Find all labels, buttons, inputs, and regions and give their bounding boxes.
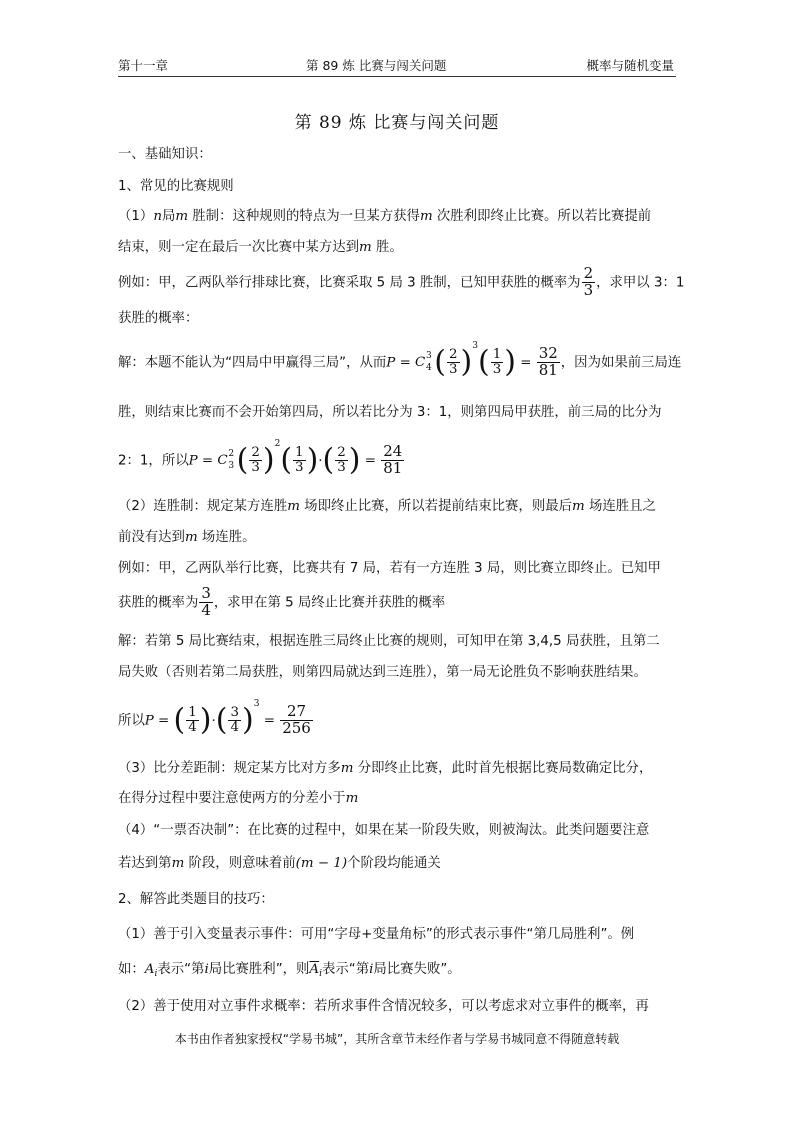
header-chapter: 第十一章 — [118, 58, 169, 73]
header-section: 第 89 炼 比赛与闯关问题 — [306, 58, 447, 73]
header-rule — [118, 76, 676, 77]
page-title: 第 89 炼 比赛与闯关问题 — [294, 113, 500, 133]
solution-line: 所以P = ( $\frac{1}{4}$ )·( $\frac{3}{4}$ )$^3$ = $\frac{27}{256}$ — [118, 699, 311, 738]
solution-line: 解：若第 5 局比赛结束，根据连胜三局终止比赛的规则，可知甲在第 3,4,5 局获胜，且第二 — [118, 634, 660, 649]
paragraph-line: （4）“一票否决制”：在比赛的过程中，如果在某一阶段失败，则被淘汰。此类问题要注意 — [118, 823, 650, 838]
example-line: 获胜的概率： — [118, 311, 199, 326]
paragraph-line: 若达到第m 阶段，则意味着前(m − 1)个阶段均能通关 — [118, 856, 441, 871]
paragraph-line: 如：$A_i$表示“第i局比赛胜利”，则$\overline{A}_i$表示“第i局比赛失败”。 — [118, 962, 461, 980]
paragraph-line: （3）比分差距制：规定某方比对方多m 分即终止比赛，此时首先根据比赛局数确定比分， — [118, 761, 653, 776]
solution-line: 2：1，所以P = C 2 3 ( $\frac{2}{3}$ )$^2$( $\frac{1}{3}$ )·( $\frac{2}{3}$ ) = $\frac{24}{81}$ — [118, 439, 403, 478]
subsection-heading: 1、常见的比赛规则 — [118, 179, 234, 194]
solution-line: 胜，则结束比赛而不会开始第四局，所以若比分为 3：1，则第四局甲获胜，前三局的比分为 — [118, 405, 662, 420]
combination-symbol: C 2 3 — [217, 449, 235, 472]
section-heading: 一、基础知识： — [118, 147, 212, 162]
paragraph-line: （2）连胜制：规定某方连胜m 场即终止比赛，所以若提前结束比赛，则最后m 场连胜且之 — [118, 499, 656, 514]
example-line: 获胜的概率为 $\frac{3}{4}$ ，求甲在第 5 局终止比赛并获胜的概率 — [118, 584, 446, 619]
solution-line: 解：本题不能认为“四局中甲赢得三局”，从而P = C 3 4 ( $\frac{2}{3}$ )$^3$( $\frac{1}{3}$ ) = $\frac{32}{81}$ ，因为如果前三局连 — [118, 341, 682, 380]
copyright-footer: 本书由作者独家授权“学易书城”，其所含章节未经作者与学易书城同意不得随意转载 — [174, 1032, 620, 1046]
paragraph-line: （1）n局m 胜制：这种规则的特点为一旦某方获得m 次胜利即终止比赛。所以若比赛提前 — [118, 209, 652, 224]
example-line: 例如：甲，乙两队举行比赛，比赛共有 7 局，若有一方连胜 3 局，则比赛立即终止。已知甲 — [118, 561, 661, 576]
example-line: 例如：甲，乙两队举行排球比赛，比赛采取 5 局 3 胜制，已知甲获胜的概率为 $\frac{2}{3}$ ，求甲以 3：1 — [118, 264, 685, 299]
fraction: $\frac{2}{3}$ — [583, 264, 594, 299]
paragraph-line: （1）善于引入变量表示事件：可用“字母+变量角标”的形式表示事件“第几局胜利”。例 — [118, 927, 635, 942]
combination-symbol: C 3 4 — [415, 351, 432, 374]
paragraph-line: 结束，则一定在最后一次比赛中某方达到m 胜。 — [118, 240, 403, 255]
paragraph-line: 前没有达到m 场连胜。 — [118, 530, 256, 545]
paragraph-line: （2）善于使用对立事件求概率：若所求事件含情况较多，可以考虑求对立事件的概率，再 — [118, 999, 649, 1014]
header-topic: 概率与随机变量 — [586, 58, 674, 73]
subsection-heading: 2、解答此类题目的技巧： — [118, 892, 274, 907]
fraction: $\frac{3}{4}$ — [201, 584, 211, 619]
solution-line: 局失败（否则若第二局获胜，则第四局就达到三连胜），第一局无论胜负不影响获胜结果。 — [118, 665, 647, 680]
paragraph-line: 在得分过程中要注意使两方的分差小于m — [118, 791, 359, 806]
